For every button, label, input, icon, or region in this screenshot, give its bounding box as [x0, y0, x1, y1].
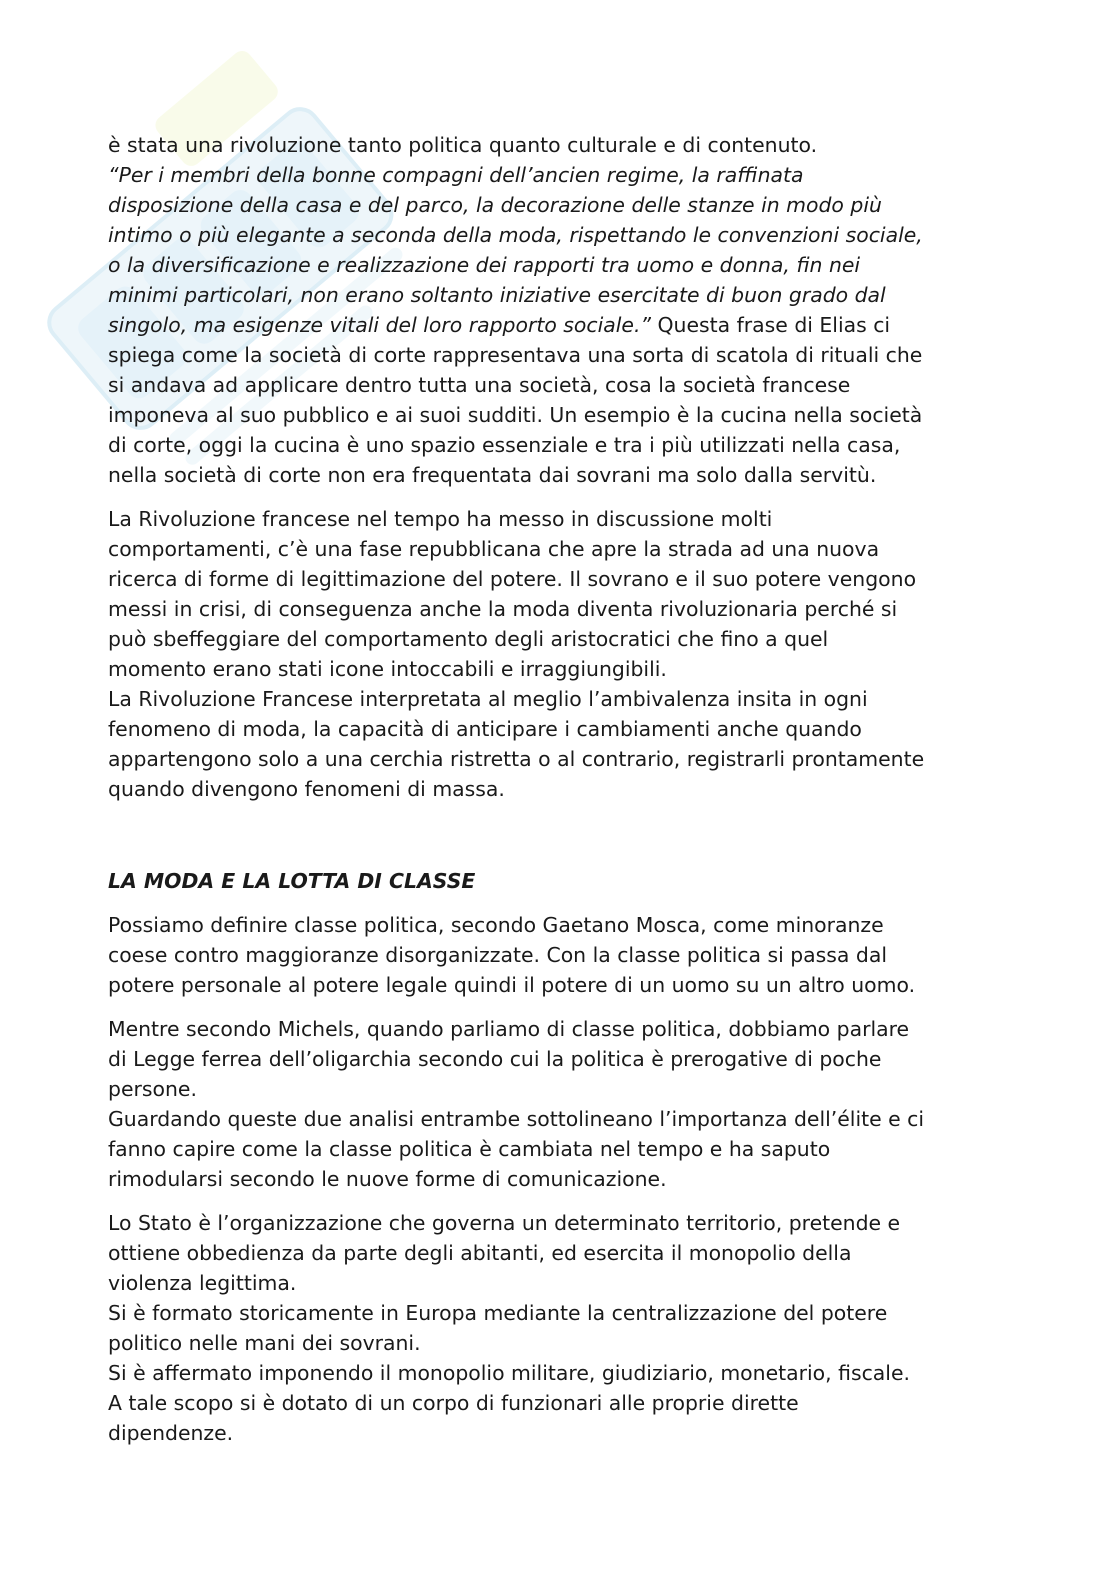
text-line: violenza legittima. — [108, 1271, 297, 1295]
text-line: potere personale al potere legale quindi il potere di un uomo su un altro uomo. — [108, 973, 916, 997]
text-line: messi in crisi, di conseguenza anche la moda diventa rivoluzionaria perché si — [108, 597, 898, 621]
text-line: è stata una rivoluzione tanto politica quanto culturale e di contenuto. — [108, 133, 818, 157]
text-line: Mentre secondo Michels, quando parliamo di classe politica, dobbiamo parlare — [108, 1017, 910, 1041]
text-line: fenomeno di moda, la capacità di anticipare i cambiamenti anche quando — [108, 717, 862, 741]
paragraph-rivoluzione — [108, 504, 1008, 804]
text-line: spiega come la società di corte rappresentava una sorta di scatola di rituali che — [108, 343, 923, 367]
text-line: Si è formato storicamente in Europa mediante la centralizzazione del potere — [108, 1301, 888, 1325]
paragraph-elias-quote — [108, 130, 1008, 490]
text-line: minimi particolari, non erano soltanto iniziative esercitate di buon grado dal — [108, 283, 886, 307]
paragraph-stato — [108, 1208, 1008, 1448]
paragraph-mosca — [108, 910, 1008, 1000]
text-line: quando divengono fenomeni di massa. — [108, 777, 505, 801]
text-line: fanno capire come la classe politica è cambiata nel tempo e ha saputo — [108, 1137, 831, 1161]
text-line: ricerca di forme di legittimazione del potere. Il sovrano e il suo potere vengono — [108, 567, 917, 591]
text-line: La Rivoluzione francese nel tempo ha messo in discussione molti — [108, 507, 773, 531]
text-line: disposizione della casa e del parco, la decorazione delle stanze in modo più — [108, 193, 882, 217]
text-line: La Rivoluzione Francese interpretata al meglio l’ambivalenza insita in ogni — [108, 687, 868, 711]
paragraph-michels — [108, 1014, 1008, 1194]
text-line: ottiene obbedienza da parte degli abitanti, ed esercita il monopolio della — [108, 1241, 852, 1265]
text-line: comportamenti, c’è una fase repubblicana che apre la strada ad una nuova — [108, 537, 880, 561]
text-line: rimodularsi secondo le nuove forme di comunicazione. — [108, 1167, 667, 1191]
text-line: “Per i membri della bonne compagni dell’ancien regime, la raffinata — [108, 163, 804, 187]
text-line: intimo o più elegante a seconda della moda, rispettando le convenzioni sociale, — [108, 223, 923, 247]
text-line: singolo, ma esigenze vitali del loro rapporto sociale.” Questa frase di Elias ci — [108, 313, 891, 337]
text-line: politico nelle mani dei sovrani. — [108, 1331, 421, 1355]
text-line: Lo Stato è l’organizzazione che governa un determinato territorio, pretende e — [108, 1211, 901, 1235]
text-line: momento erano stati icone intoccabili e irraggiungibili. — [108, 657, 667, 681]
text-line: di Legge ferrea dell’oligarchia secondo cui la politica è prerogative di poche — [108, 1047, 882, 1071]
text-line: dipendenze. — [108, 1421, 234, 1445]
text-line: Guardando queste due analisi entrambe sottolineano l’importanza dell’élite e ci — [108, 1107, 925, 1131]
document-body — [108, 130, 1008, 1448]
text-line: A tale scopo si è dotato di un corpo di funzionari alle proprie dirette — [108, 1391, 799, 1415]
text-line: Possiamo definire classe politica, secondo Gaetano Mosca, come minoranze — [108, 913, 884, 937]
text-line: di corte, oggi la cucina è uno spazio essenziale e tra i più utilizzati nella casa, — [108, 433, 901, 457]
text-line: appartengono solo a una cerchia ristretta o al contrario, registrarli prontamente — [108, 747, 925, 771]
text-line: nella società di corte non era frequentata dai sovrani ma solo dalla servitù. — [108, 463, 877, 487]
text-line: coese contro maggioranze disorganizzate. Con la classe politica si passa dal — [108, 943, 887, 967]
text-line: o la diversificazione e realizzazione dei rapporti tra uomo e donna, fin nei — [108, 253, 861, 277]
section-heading: LA MODA E LA LOTTA DI CLASSE — [108, 869, 476, 893]
text-line: si andava ad applicare dentro tutta una società, cosa la società francese — [108, 373, 851, 397]
text-line: imponeva al suo pubblico e ai suoi sudditi. Un esempio è la cucina nella società — [108, 403, 923, 427]
text-line: persone. — [108, 1077, 197, 1101]
text-line: Si è affermato imponendo il monopolio militare, giudiziario, monetario, fiscale. — [108, 1361, 910, 1385]
text-line: può sbeffeggiare del comportamento degli aristocratici che fino a quel — [108, 627, 829, 651]
